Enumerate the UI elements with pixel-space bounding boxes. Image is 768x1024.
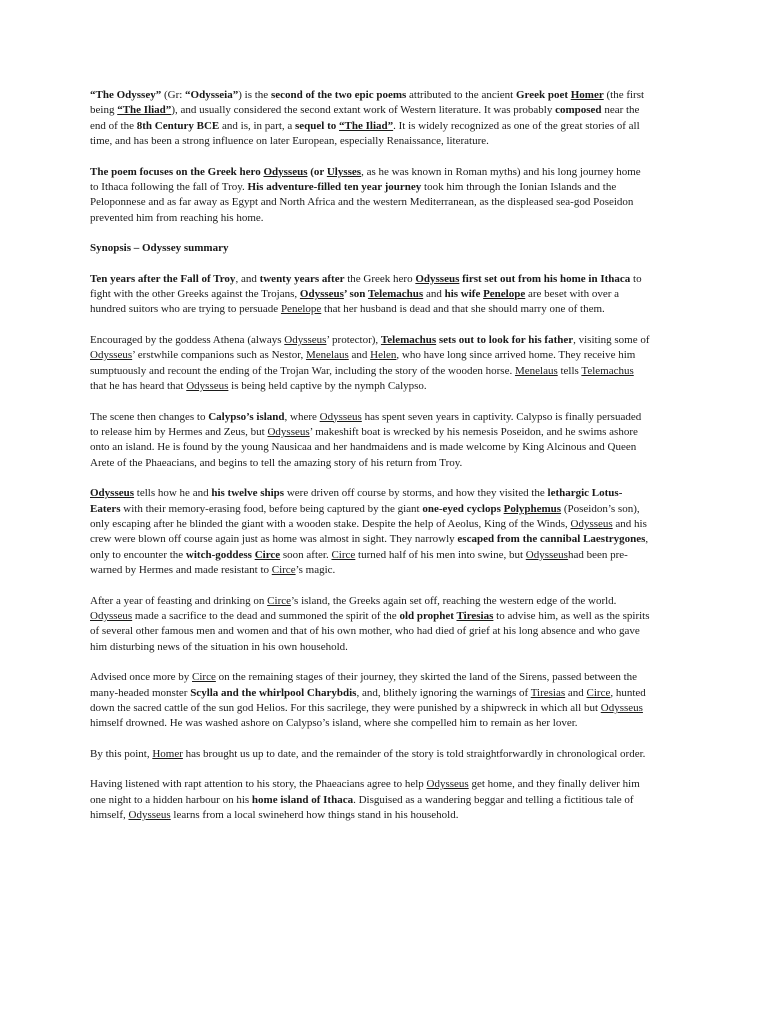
- link-text[interactable]: Circe: [271, 564, 296, 577]
- text-run: to advise him, as well as the spirits of several other famous men and women and that of his own mother, who had died of grief at his long absence and who gave him disturbing news of the situation in his own household.: [90, 609, 650, 653]
- text-run: with their memory-erasing food, before being captured by the giant: [120, 502, 423, 515]
- text-run: has brought us up to date, and the remainder of the story is told straightforwardly in chronological order.: [182, 747, 646, 760]
- link-text[interactable]: Circe: [267, 594, 291, 607]
- link-text[interactable]: “The Iliad”: [339, 119, 394, 132]
- text-run: and his crew were blown off course again just as home was almost in sight. They narrowly: [90, 517, 647, 546]
- text-run: , where: [284, 410, 320, 423]
- text-run: , and: [235, 272, 260, 285]
- link-text[interactable]: Menelaus: [305, 349, 349, 362]
- text-run: sequel to: [295, 119, 340, 132]
- text-run: ’ son: [343, 288, 368, 301]
- text-run: lethargic Lotus-Eaters: [90, 487, 623, 515]
- text-run: “Odysseia”: [185, 89, 239, 101]
- text-run: is being held captive by the nymph Calypso.: [228, 380, 427, 393]
- text-run: had been pre-warned by Hermes and made resistant to: [90, 548, 628, 577]
- text-run: , as he was known in Roman myths) and his long journey home to Ithaca following the fall of Troy.: [90, 165, 641, 194]
- text-run: are beset with over a hundred suitors who are trying to persuade: [90, 288, 620, 316]
- text-run: his wife: [444, 288, 484, 301]
- text-run: By this point,: [90, 747, 153, 760]
- link-text[interactable]: Telemachus: [380, 333, 437, 346]
- link-text[interactable]: Circe: [192, 671, 216, 684]
- text-run: on the remaining stages of their journey, they skirted the land of the Sirens, passed between the many-headed monster: [90, 671, 638, 699]
- paragraph-p6: [90, 486, 650, 578]
- text-run: took him through the Ionian Islands and the Peloponnese and as far away as Egypt and North Africa and the western Mediterranean, as the displeased sea-god Poseidon prevented him from reaching his home.: [90, 181, 634, 224]
- link-text[interactable]: Tiresias: [456, 609, 494, 622]
- text-run: his twelve ships: [211, 487, 285, 500]
- link-text[interactable]: Odysseus: [319, 410, 362, 423]
- text-run: , only to encounter the: [90, 533, 649, 561]
- text-run: tells: [557, 364, 582, 377]
- paragraph-p7: [90, 594, 650, 656]
- link-text[interactable]: Homer: [570, 89, 604, 101]
- text-run: 8th Century BCE: [136, 119, 220, 132]
- text-run: (the first being: [90, 89, 645, 117]
- text-run: ), and usually considered the second extant work of Western literature. It was probably: [171, 104, 556, 117]
- link-text[interactable]: “The Iliad”: [117, 104, 172, 117]
- link-text[interactable]: Helen: [370, 349, 397, 362]
- text-run: near the end of the: [90, 104, 640, 132]
- text-run: were driven off course by storms, and how they visited the: [284, 487, 548, 500]
- link-text[interactable]: Penelope: [280, 303, 322, 316]
- text-run: second of the two epic poems: [270, 89, 407, 101]
- paragraph-p1: [90, 88, 650, 150]
- link-text[interactable]: Circe: [586, 686, 611, 699]
- text-run: His adventure-filled ten year journey: [247, 181, 422, 194]
- text-run: ’ protector),: [326, 333, 381, 346]
- link-text[interactable]: Odysseus: [284, 333, 327, 346]
- text-run: and is, in part, a: [219, 119, 296, 132]
- text-run: and: [348, 349, 371, 362]
- link-text[interactable]: Odysseus: [570, 517, 613, 530]
- paragraph-p10: [90, 777, 650, 823]
- text-run: escaped from the cannibal Laestrygones: [457, 533, 646, 546]
- link-text[interactable]: Odysseus: [426, 778, 469, 791]
- text-run: learns from a local swineherd how things stand in his household.: [170, 809, 459, 822]
- link-text[interactable]: Penelope: [483, 288, 526, 301]
- text-run: twenty years after: [259, 272, 345, 285]
- text-run: The scene then changes to: [90, 410, 209, 423]
- link-text[interactable]: Odysseus: [415, 272, 460, 285]
- text-run: and: [565, 686, 587, 699]
- link-text[interactable]: Odysseus: [299, 288, 344, 301]
- link-text[interactable]: Odysseus: [600, 702, 643, 714]
- link-text[interactable]: Odysseus: [90, 349, 133, 362]
- link-text[interactable]: Odysseus: [90, 487, 135, 500]
- link-text[interactable]: Odysseus: [128, 809, 171, 822]
- link-text[interactable]: Odysseus: [263, 165, 308, 178]
- text-run: soon after.: [280, 548, 332, 561]
- text-run: has spent seven years in captivity. Calypso is finally persuaded to release him by Hermes and Zeus, but: [90, 410, 642, 438]
- text-run: first set out from his home in Ithaca: [459, 272, 631, 285]
- text-run: (or: [307, 165, 327, 178]
- link-text[interactable]: Telemachus: [367, 288, 424, 301]
- text-run: home island of Ithaca: [251, 793, 354, 806]
- text-run: Encouraged by the goddess Athena (always: [90, 333, 285, 346]
- document-body: [90, 88, 650, 838]
- link-text[interactable]: Odysseus: [267, 425, 310, 438]
- text-run: old prophet: [399, 609, 457, 622]
- paragraph-p3: [90, 272, 650, 318]
- text-run: attributed to the ancient: [406, 89, 516, 101]
- text-run: ’ erstwhile companions such as Nestor,: [132, 349, 306, 362]
- text-run: tells how he and: [134, 487, 212, 500]
- text-run: . It is widely recognized as one of the great stories of all time, and has been a strong influence on later European, especially Renaissance, literature.: [90, 119, 640, 148]
- link-text[interactable]: Odysseus: [525, 548, 568, 561]
- text-run: . Disguised as a wandering beggar and telling a fictitious tale of himself,: [90, 793, 634, 822]
- link-text[interactable]: Homer: [152, 747, 183, 760]
- text-run: to fight with the other Greeks against the Trojans,: [90, 272, 642, 301]
- link-text[interactable]: Polyphemus: [503, 502, 562, 515]
- link-text[interactable]: Odysseus: [90, 609, 133, 622]
- link-text[interactable]: Tiresias: [530, 686, 566, 699]
- text-run: witch-goddess: [185, 548, 255, 561]
- text-run: , hunted down the sacred cattle of the sun god Helios. For this sacrilege, they were punished by a shipwreck in which all but: [90, 686, 646, 714]
- section-heading: [90, 241, 650, 256]
- paragraph-p4: [90, 333, 650, 395]
- text-run: (Gr:: [161, 89, 186, 101]
- text-run: “The Odyssey”: [90, 89, 162, 101]
- text-run: Calypso’s island: [208, 410, 285, 423]
- text-run: that he has heard that: [90, 380, 187, 393]
- text-run: Scylla and the whirlpool Charybdis: [190, 686, 357, 699]
- text-run: himself drowned. He was washed ashore on Calypso’s island, where she compelled him to remain as her lover.: [90, 717, 578, 730]
- text-run: Synopsis – Odyssey summary: [90, 242, 229, 255]
- paragraph-p8: [90, 670, 650, 732]
- text-run: sets out to look for his father: [436, 333, 574, 346]
- paragraph-p2: [90, 165, 650, 227]
- link-text[interactable]: Telemachus: [581, 364, 634, 377]
- text-run: composed: [555, 104, 602, 117]
- text-run: The poem focuses on the Greek hero: [90, 165, 264, 178]
- link-text[interactable]: Odysseus: [186, 380, 229, 393]
- paragraph-p9: [90, 747, 650, 762]
- text-run: ’ makeshift boat is wrecked by his nemesis Poseidon, and he swims ashore onto an island. He is found by the young Nausicaa and her handmaidens and is made welcome by King Alcinous and Queen Arete of the Phaeacians, and begins to tell the amazing story of his return from Troy.: [90, 425, 638, 469]
- link-text[interactable]: Circe: [331, 548, 356, 561]
- text-run: Having listened with rapt attention to his story, the Phaeacians agree to help: [90, 778, 427, 791]
- text-run: turned half of his men into swine, but: [355, 548, 526, 561]
- link-text[interactable]: Menelaus: [514, 364, 558, 377]
- link-text[interactable]: Ulysses: [326, 165, 362, 178]
- link-text[interactable]: Circe: [254, 548, 281, 561]
- text-run: ) is the: [238, 89, 271, 101]
- text-run: ’s island, the Greeks again set off, reaching the western edge of the world.: [291, 594, 617, 607]
- text-run: After a year of feasting and drinking on: [90, 594, 268, 607]
- text-run: get home, and they finally deliver him one night to a hidden harbour on his: [90, 778, 640, 806]
- text-run: Greek poet: [515, 89, 571, 101]
- paragraph-p5: [90, 410, 650, 472]
- text-run: one-eyed cyclops: [422, 502, 504, 515]
- text-run: Ten years after the Fall of Troy: [90, 272, 236, 285]
- text-run: , and, blithely ignoring the warnings of: [356, 686, 531, 699]
- text-run: the Greek hero: [344, 272, 416, 285]
- text-run: (Poseidon’s son), only escaping after he blinded the giant with a wooden stake. Despite the help of Aeolus, King of the Winds,: [90, 502, 640, 530]
- text-run: made a sacrifice to the dead and summoned the spirit of the: [132, 609, 400, 622]
- text-run: and: [423, 288, 445, 301]
- text-run: , visiting some of: [573, 333, 650, 346]
- text-run: Advised once more by: [90, 671, 193, 684]
- text-run: that her husband is dead and that she should marry one of them.: [321, 303, 605, 316]
- text-run: , who have long since arrived home. They receive him sumptuously and recount the ending of the Trojan War, including the story of the wooden horse.: [90, 349, 636, 377]
- text-run: ’s magic.: [295, 564, 336, 577]
